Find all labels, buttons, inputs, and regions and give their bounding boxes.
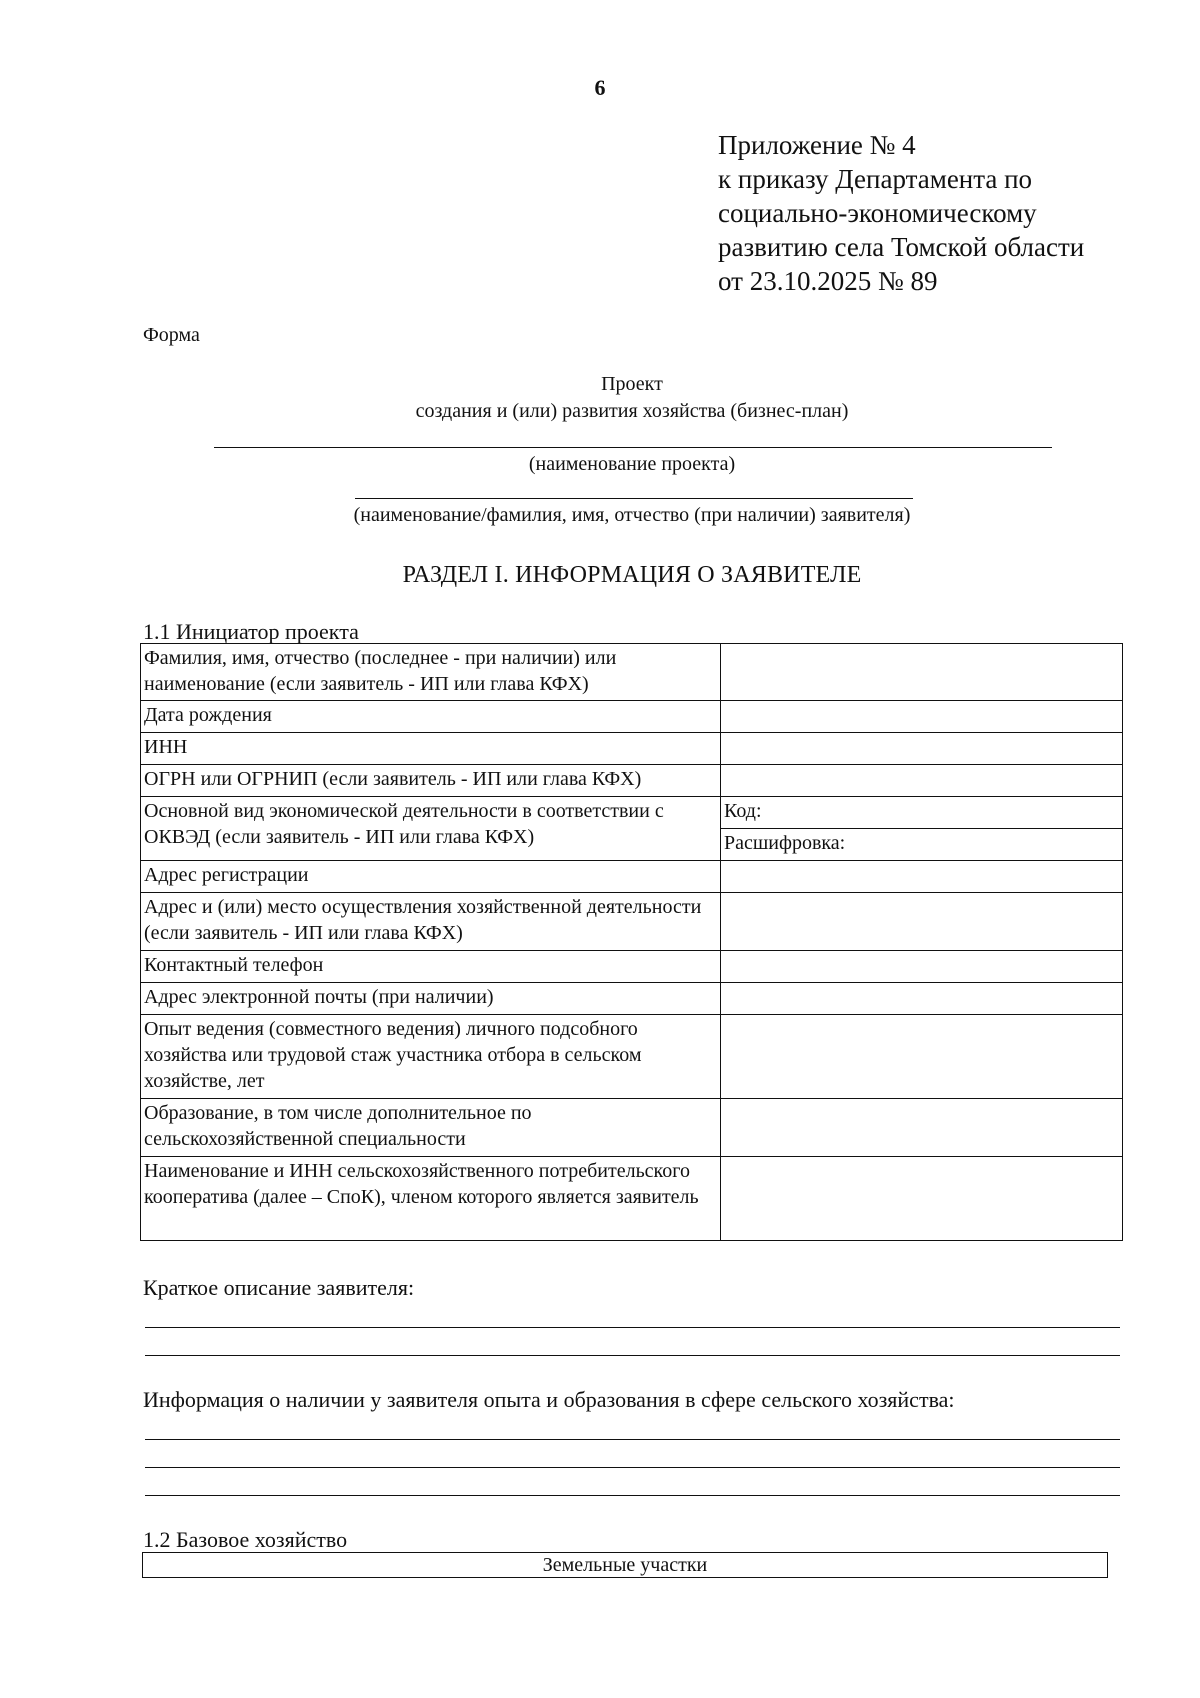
applicant-name-line [355,498,913,499]
row-label: ИНН [141,733,721,765]
value-cell[interactable] [721,733,1123,765]
table-row [141,1099,1123,1157]
fill-line[interactable] [145,1355,1120,1356]
project-name-line [214,447,1052,448]
okved-code-cell[interactable]: Код: [721,797,1123,829]
row-label: Фамилия, имя, отчество (последнее - при наличии) или наименование (если заявитель - ИП или глава КФХ) [141,644,721,701]
okved-decode-cell[interactable]: Расшифровка: [721,829,1123,861]
form-label: Форма [143,324,200,346]
row-label: Опыт ведения (совместного ведения) личного подсобного хозяйства или трудовой стаж участника отбора в сельском хозяйстве, лет [141,1015,721,1099]
row-label: Образование, в том числе дополнительное по сельскохозяйственной специальности [141,1099,721,1157]
value-cell[interactable] [721,701,1123,733]
project-subtitle: создания и (или) развития хозяйства (бизнес-план) [415,400,849,422]
row-label: Наименование и ИНН сельскохозяйственного потребительского кооператива (далее – СпоК), членом которого является заявитель [141,1157,721,1241]
row-label: Адрес регистрации [141,861,721,893]
annex-line: Приложение № 4 [718,130,916,160]
table-row [141,951,1123,983]
fill-line[interactable] [145,1495,1120,1496]
annex-line: от 23.10.2025 № 89 [718,266,938,296]
value-cell[interactable] [721,983,1123,1015]
table-row [141,797,1123,829]
value-cell[interactable] [721,644,1123,701]
table-row [141,1157,1123,1241]
value-cell[interactable] [721,893,1123,951]
value-cell[interactable] [721,951,1123,983]
row-label: Контактный телефон [141,951,721,983]
fill-line[interactable] [145,1327,1120,1328]
value-cell[interactable] [721,1157,1123,1241]
fill-line[interactable] [145,1439,1120,1440]
project-name-caption: (наименование проекта) [528,453,736,475]
applicant-name-caption: (наименование/фамилия, имя, отчество (при наличии) заявителя) [353,504,911,526]
value-cell[interactable] [721,1099,1123,1157]
experience-info-label: Информация о наличии у заявителя опыта и образования в сфере сельского хозяйства: [143,1387,955,1412]
table-row [141,644,1123,701]
land-plots-header: Земельные участки [142,1552,1108,1578]
page-number: 6 [594,75,606,100]
table-row [141,983,1123,1015]
row-label: Основной вид экономической деятельности в соответствии с ОКВЭД (если заявитель - ИП или глава КФХ) [141,797,721,861]
table-row [141,1015,1123,1099]
row-label: Адрес и (или) место осуществления хозяйственной деятельности (если заявитель - ИП или глава КФХ) [141,893,721,951]
row-label: Дата рождения [141,701,721,733]
fill-line[interactable] [145,1467,1120,1468]
table-row [141,701,1123,733]
table-row [141,765,1123,797]
annex-line: к приказу Департамента по [718,164,1033,194]
project-title: Проект [601,373,663,395]
value-cell[interactable] [721,765,1123,797]
value-cell[interactable] [721,1015,1123,1099]
table-row [141,861,1123,893]
annex-header [718,128,1084,298]
subsection-title: 1.1 Инициатор проекта [143,619,359,644]
annex-line: социально-экономическому [718,198,1037,228]
table-row [141,733,1123,765]
table-row [141,893,1123,951]
initiator-table [140,643,1123,1241]
subsection-title: 1.2 Базовое хозяйство [143,1527,348,1552]
row-label: Адрес электронной почты (при наличии) [141,983,721,1015]
value-cell[interactable] [721,861,1123,893]
annex-line: развитию села Томской области [718,232,1085,262]
brief-description-label: Краткое описание заявителя: [143,1275,415,1300]
row-label: ОГРН или ОГРНИП (если заявитель - ИП или глава КФХ) [141,765,721,797]
section-title: РАЗДЕЛ I. ИНФОРМАЦИЯ О ЗАЯВИТЕЛЕ [402,562,862,588]
